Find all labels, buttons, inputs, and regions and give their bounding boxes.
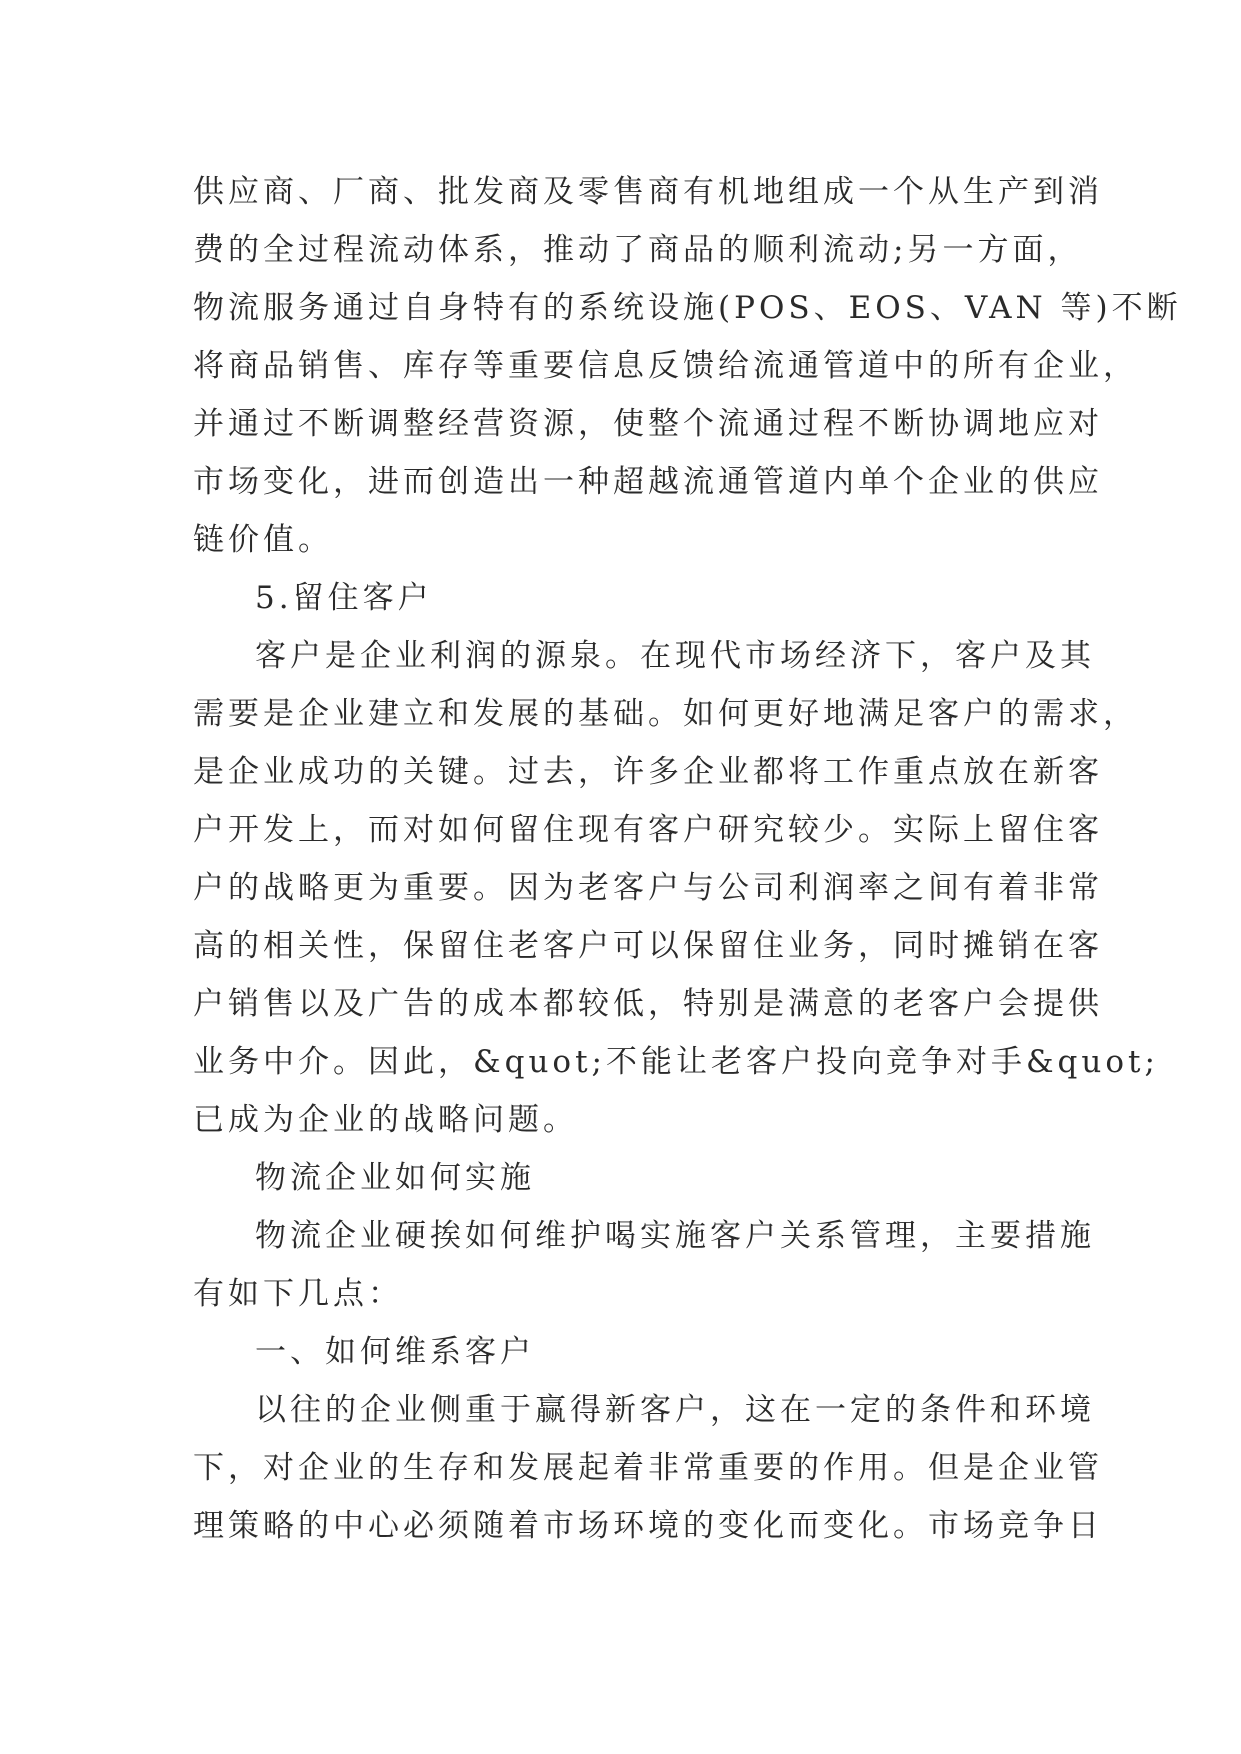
text-line: 户开发上，而对如何留住现有客户研究较少。实际上留住客: [193, 812, 1103, 848]
text-line: 物流服务通过自身特有的系统设施(POS、EOS、VAN 等)不断: [193, 290, 1182, 326]
text-line: 并通过不断调整经营资源，使整个流通过程不断协调地应对: [193, 406, 1103, 442]
text-line: 链价值。: [193, 522, 333, 558]
text-line: 客户是企业利润的源泉。在现代市场经济下，客户及其: [255, 638, 1095, 674]
text-line: 物流企业硬挨如何维护喝实施客户关系管理，主要措施: [255, 1218, 1095, 1254]
text-line: 有如下几点：: [193, 1276, 403, 1312]
text-line: 是企业成功的关键。过去，许多企业都将工作重点放在新客: [193, 754, 1103, 790]
section-heading: 物流企业如何实施: [255, 1160, 535, 1196]
section-heading: 一、如何维系客户: [255, 1334, 535, 1370]
text-line: 供应商、厂商、批发商及零售商有机地组成一个从生产到消: [193, 174, 1103, 210]
text-line: 户销售以及广告的成本都较低，特别是满意的老客户会提供: [193, 986, 1103, 1022]
text-line: 业务中介。因此，&quot;不能让老客户投向竞争对手&quot;: [193, 1044, 1159, 1080]
text-line: 市场变化，进而创造出一种超越流通管道内单个企业的供应: [193, 464, 1103, 500]
text-line: 以往的企业侧重于赢得新客户，这在一定的条件和环境: [255, 1392, 1095, 1428]
text-line: 费的全过程流动体系，推动了商品的顺利流动;另一方面，: [193, 232, 1083, 268]
text-line: 已成为企业的战略问题。: [193, 1102, 578, 1138]
text-line: 理策略的中心必须随着市场环境的变化而变化。市场竞争日: [193, 1508, 1103, 1544]
text-line: 高的相关性，保留住老客户可以保留住业务，同时摊销在客: [193, 928, 1103, 964]
text-line: 户的战略更为重要。因为老客户与公司利润率之间有着非常: [193, 870, 1103, 906]
text-line: 将商品销售、库存等重要信息反馈给流通管道中的所有企业，: [193, 348, 1138, 384]
document-body: [193, 163, 1182, 1555]
text-line: 下，对企业的生存和发展起着非常重要的作用。但是企业管: [193, 1450, 1103, 1486]
section-heading: 5.留住客户: [255, 580, 433, 616]
text-line: 需要是企业建立和发展的基础。如何更好地满足客户的需求，: [193, 696, 1138, 732]
